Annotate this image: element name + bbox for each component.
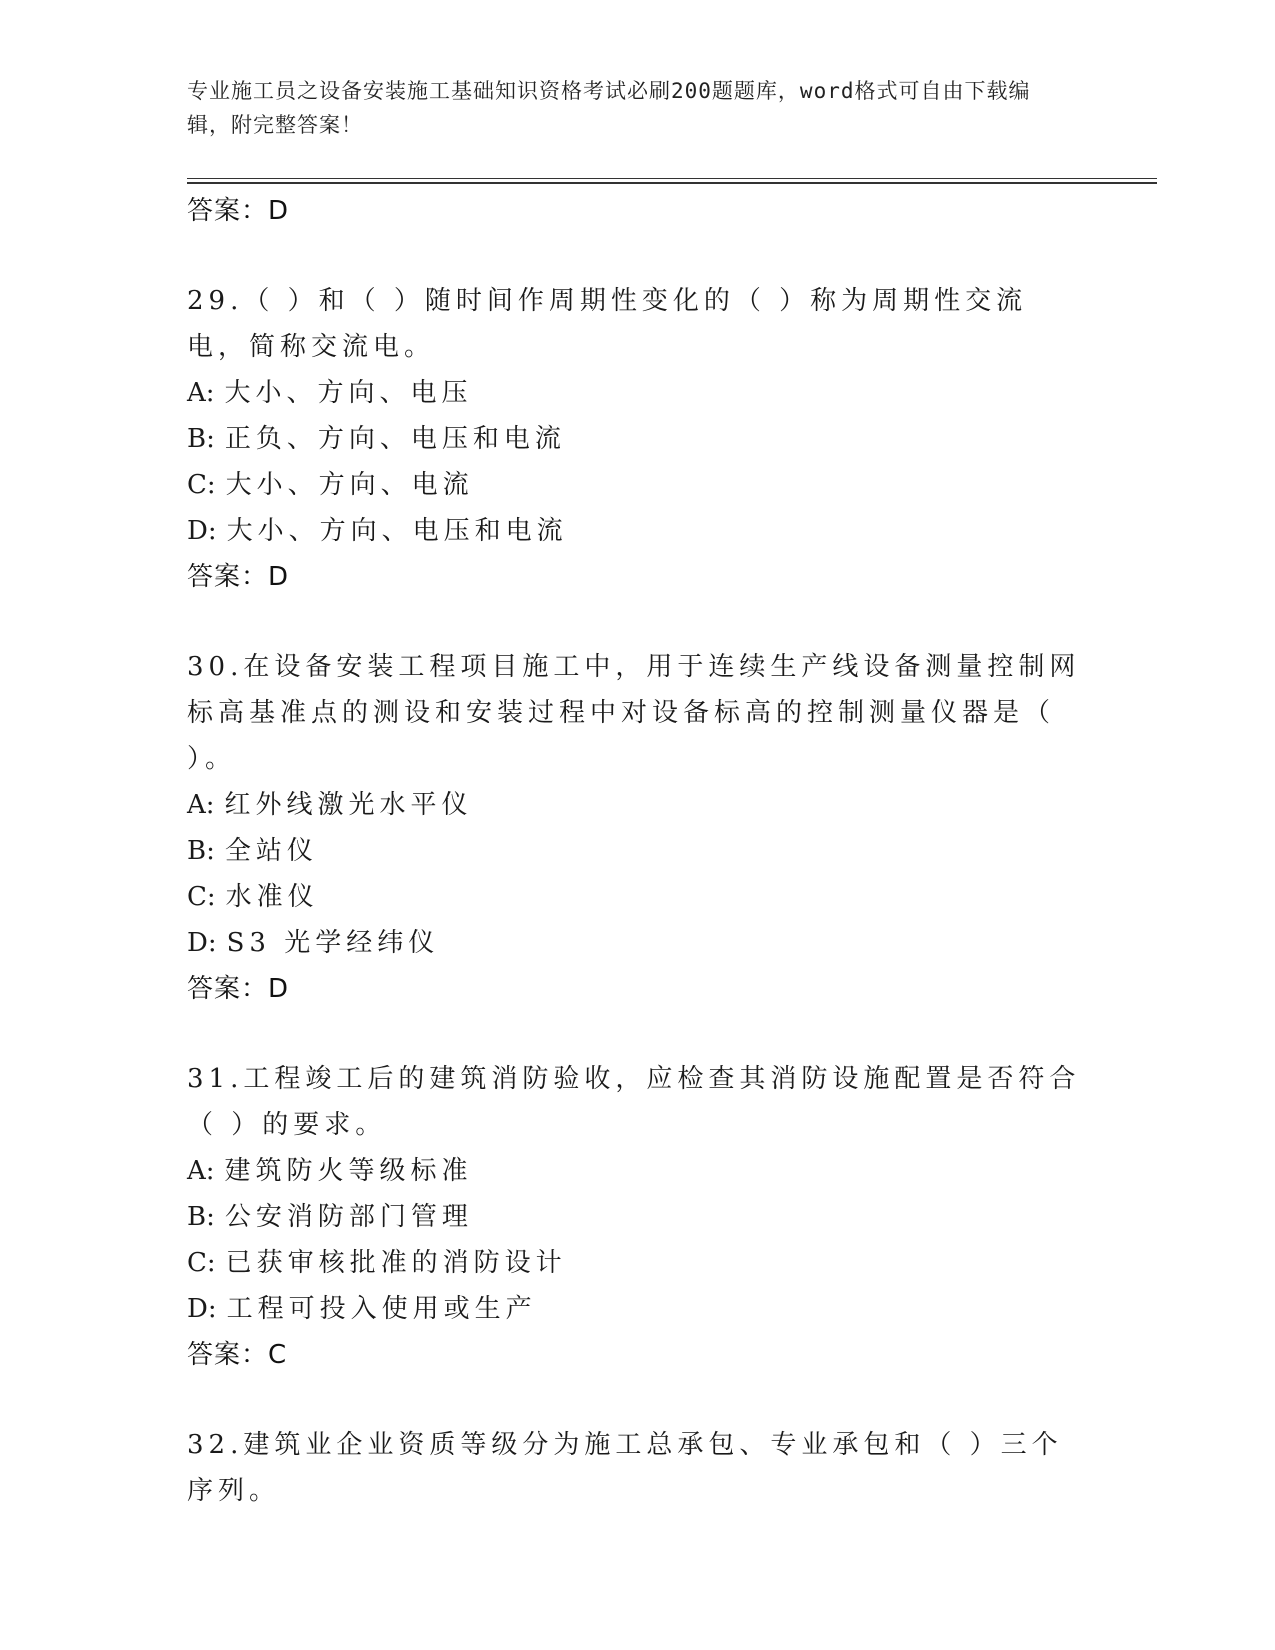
option-item (187, 782, 1087, 828)
option-text: 大小、方向、电流 (225, 470, 474, 500)
option-text: 公安消防部门管理 (224, 1202, 473, 1232)
option-letter: C: (187, 470, 216, 500)
option-item (187, 874, 1087, 920)
option-text: S3 光学经纬仪 (226, 928, 440, 958)
header-rule-thin (187, 178, 1157, 179)
option-text: 大小、方向、电压和电流 (226, 516, 568, 546)
option-item (187, 1194, 1087, 1240)
answer-line: 答案：D (187, 562, 290, 592)
option-letter: B: (187, 1202, 215, 1232)
option-letter: D: (187, 1294, 217, 1324)
option-item (187, 462, 1087, 508)
option-letter: A: (187, 1156, 215, 1186)
option-item (187, 828, 1087, 874)
answer-line: 答案：D (187, 974, 290, 1004)
option-item (187, 416, 1087, 462)
answer-line: 答案：C (187, 1340, 288, 1370)
option-letter: D: (187, 928, 217, 958)
question-stem: 29.（ ）和（ ）随时间作周期性变化的（ ）称为周期性交流电，简称交流电。 (187, 286, 1028, 362)
header-rule-thick (187, 182, 1157, 184)
option-letter: D: (187, 516, 217, 546)
option-text: 水准仪 (225, 882, 319, 912)
option-text: 全站仪 (224, 836, 318, 866)
option-text: 工程可投入使用或生产 (226, 1294, 537, 1324)
question-stem: 31.工程竣工后的建筑消防验收，应检查其消防设施配置是否符合（ ）的要求。 (187, 1064, 1081, 1140)
option-item (187, 920, 1087, 966)
option-letter: B: (187, 836, 215, 866)
answer-line: 答案：D (187, 196, 290, 226)
option-item (187, 370, 1087, 416)
option-letter: A: (187, 790, 215, 820)
option-item (187, 1148, 1087, 1194)
option-item (187, 508, 1087, 554)
option-item (187, 1240, 1087, 1286)
option-letter: C: (187, 1248, 216, 1278)
option-text: 正负、方向、电压和电流 (224, 424, 566, 454)
option-letter: B: (187, 424, 215, 454)
question-stem: 32.建筑业企业资质等级分为施工总承包、专业承包和（ ）三个序列。 (187, 1430, 1063, 1506)
option-letter: C: (187, 882, 216, 912)
option-text: 红外线激光水平仪 (224, 790, 473, 820)
question-list (187, 188, 1087, 1514)
question-stem: 30.在设备安装工程项目施工中，用于连续生产线设备测量控制网标高基准点的测设和安装过程中对设备标高的控制测量仪器是（ ）。 (187, 652, 1081, 774)
option-item (187, 1286, 1087, 1332)
option-text: 大小、方向、电压 (224, 378, 473, 408)
option-text: 已获审核批准的消防设计 (225, 1248, 567, 1278)
option-letter: A: (187, 378, 215, 408)
option-text: 建筑防火等级标准 (224, 1156, 473, 1186)
page-header: 专业施工员之设备安装施工基础知识资格考试必刷200题题库，word格式可自由下载编辑，附完整答案！ (187, 79, 1031, 137)
